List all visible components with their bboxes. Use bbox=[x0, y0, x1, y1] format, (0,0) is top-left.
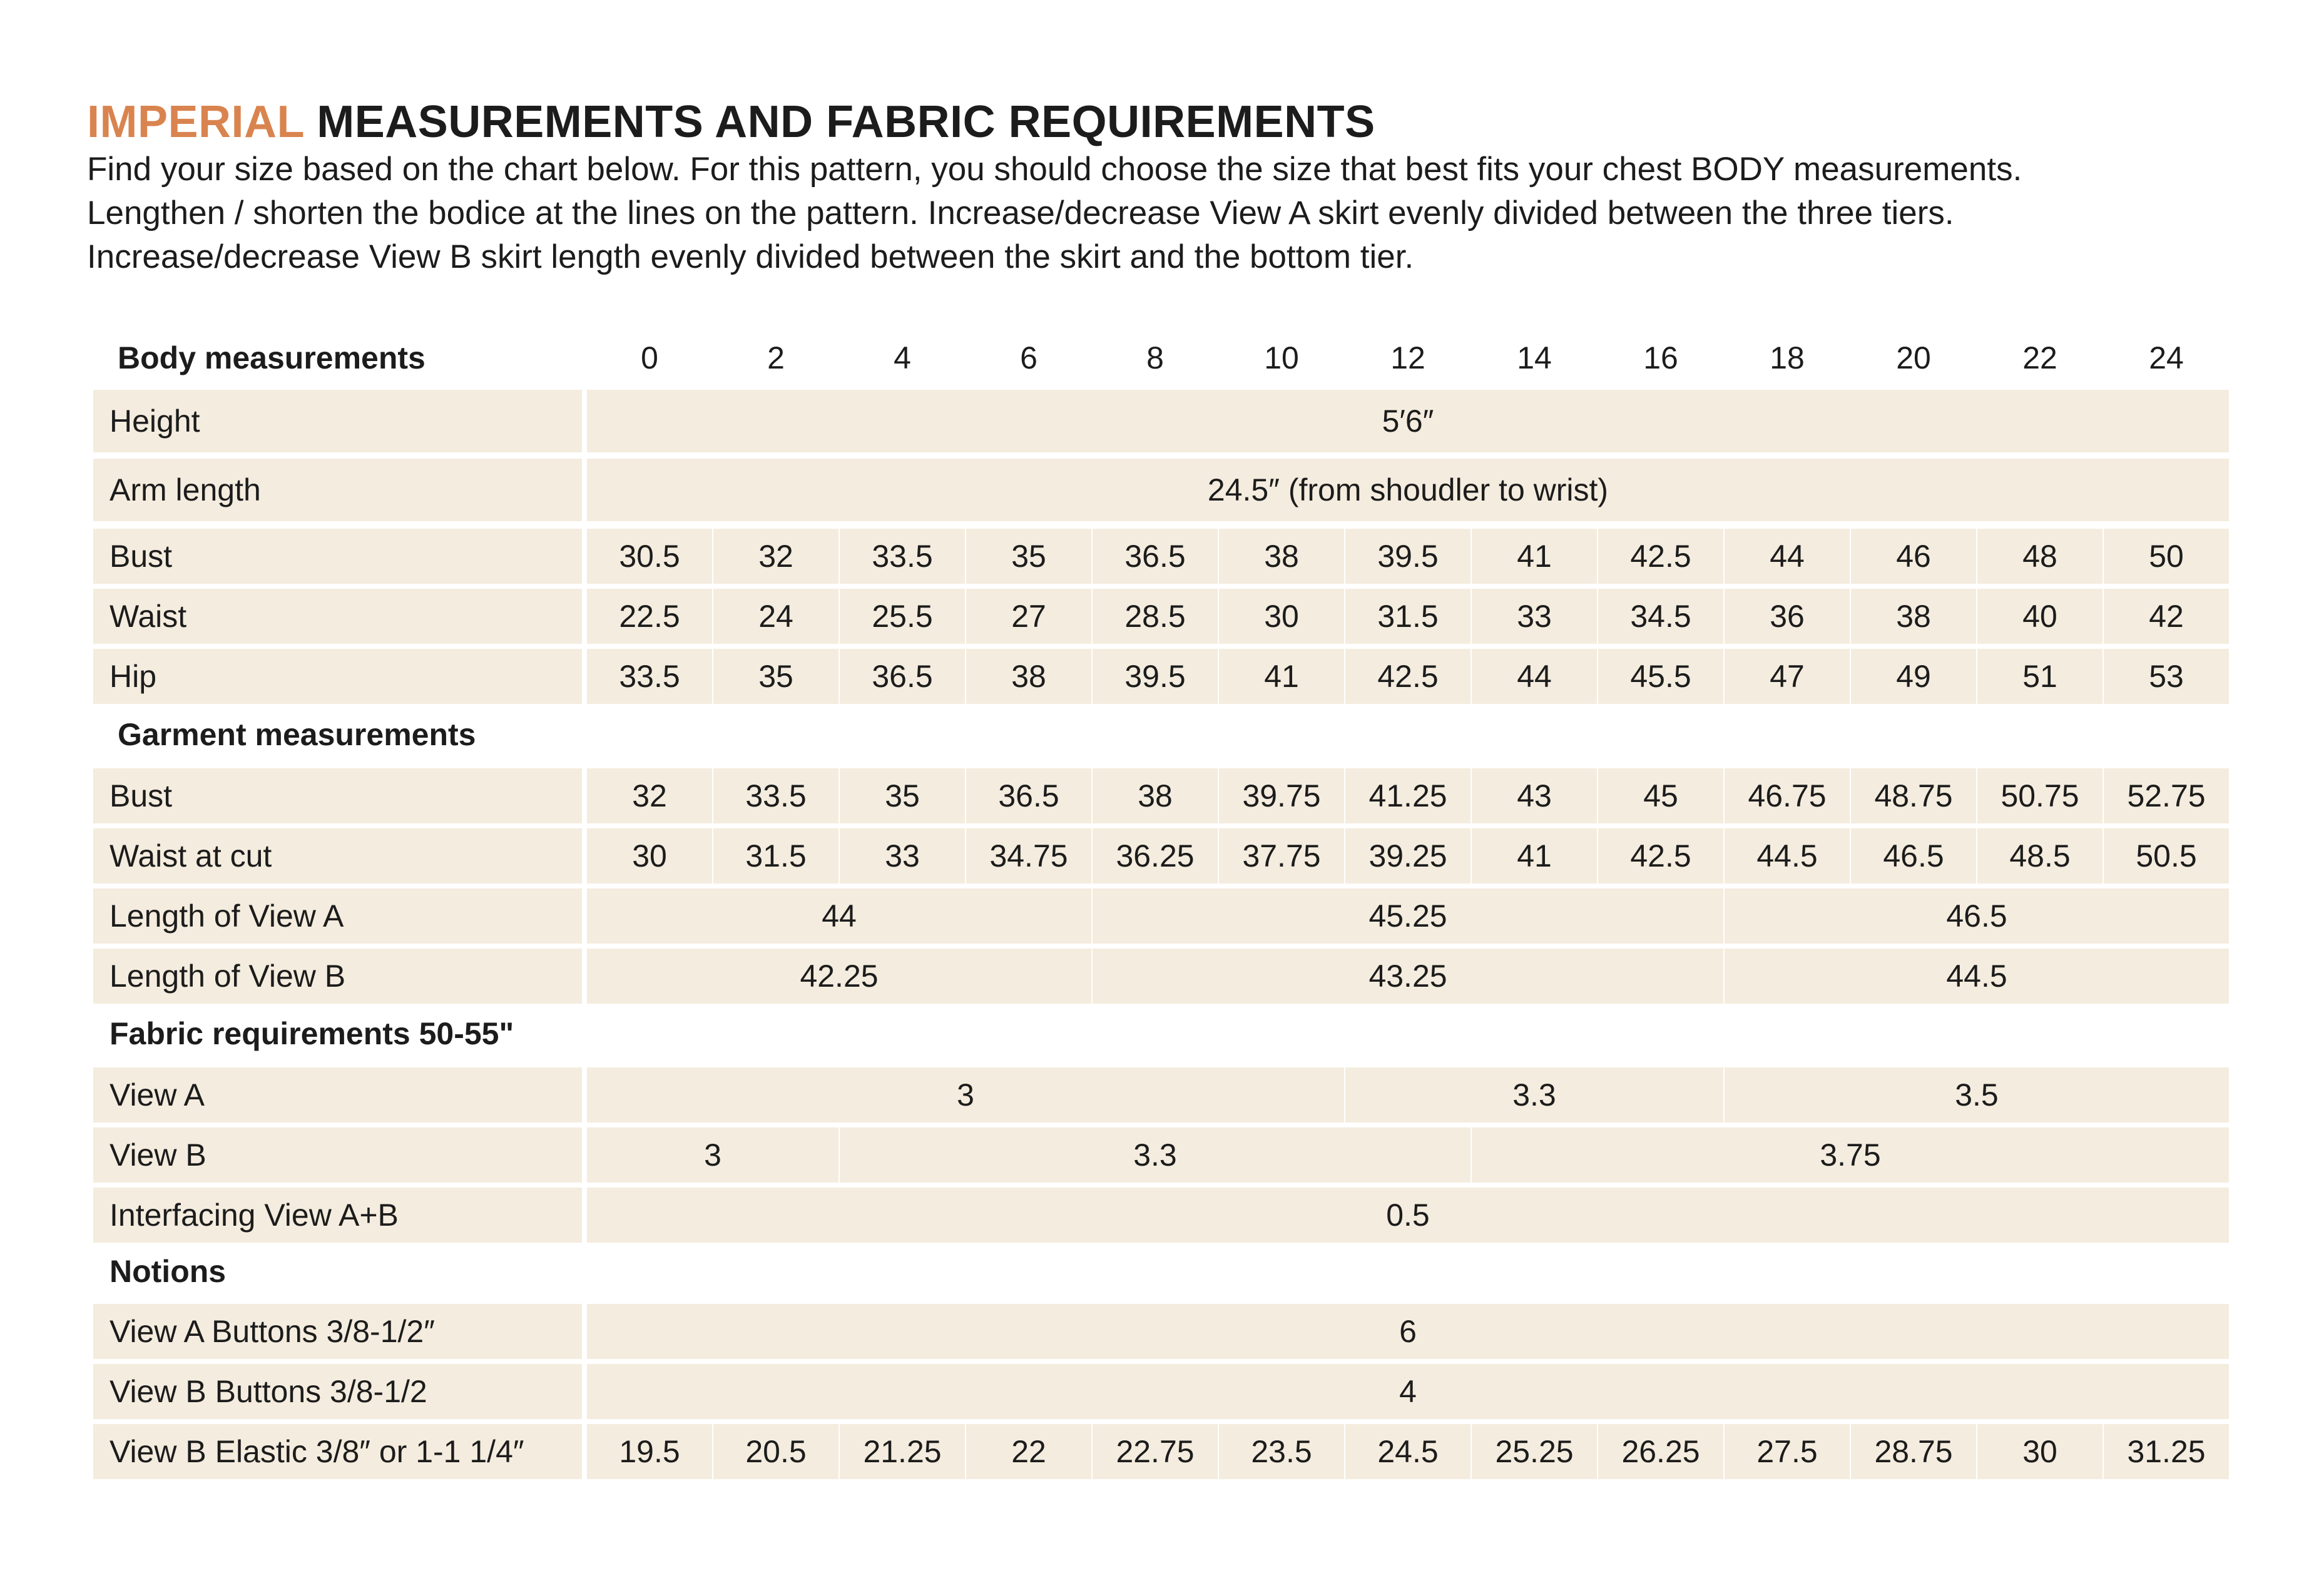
cell-value: 0.5 bbox=[1386, 1198, 1430, 1233]
size-header: 4 bbox=[894, 340, 911, 375]
size-header: 0 bbox=[641, 340, 658, 375]
cell-value: 45.25 bbox=[1368, 898, 1447, 934]
size-header: 2 bbox=[767, 340, 785, 375]
cell-value: 3 bbox=[704, 1138, 721, 1173]
cell-value: 47 bbox=[1770, 659, 1805, 694]
cell-value: 31.5 bbox=[745, 838, 807, 873]
size-header: 6 bbox=[1020, 340, 1037, 375]
cell-value: 3 bbox=[957, 1077, 974, 1112]
page-title bbox=[87, 94, 1375, 150]
cell-value: 30 bbox=[1264, 599, 1299, 634]
title-rest: MEASUREMENTS AND FABRIC REQUIREMENTS bbox=[317, 97, 1375, 147]
cell-value: 50 bbox=[2149, 539, 2184, 574]
cell-value: 33.5 bbox=[872, 539, 933, 574]
cell-value: 25.25 bbox=[1495, 1434, 1574, 1469]
cell-value: 38 bbox=[1264, 539, 1299, 574]
cell-value: 34.5 bbox=[1630, 599, 1691, 634]
cell-value: 30.5 bbox=[619, 539, 680, 574]
cell-value: 37.75 bbox=[1242, 838, 1321, 873]
cell-value: 22.75 bbox=[1116, 1434, 1195, 1469]
section-title: Garment measurements bbox=[118, 717, 476, 752]
cell-value: 25.5 bbox=[872, 599, 933, 634]
row-label: Interfacing View A+B bbox=[110, 1198, 399, 1233]
intro-text bbox=[87, 148, 2252, 279]
cell-value: 48.5 bbox=[2009, 838, 2071, 873]
cell-value: 33 bbox=[1517, 599, 1552, 634]
section-title: Body measurements bbox=[118, 340, 426, 375]
cell-value: 46.75 bbox=[1748, 778, 1827, 813]
cell-value: 43 bbox=[1517, 778, 1552, 813]
cell-value: 24.5″ (from shoudler to wrist) bbox=[1207, 472, 1609, 507]
cell-value: 32 bbox=[632, 778, 667, 813]
cell-value: 35 bbox=[758, 659, 793, 694]
cell-value: 50.75 bbox=[2000, 778, 2079, 813]
cell-value: 26.25 bbox=[1621, 1434, 1700, 1469]
size-header: 14 bbox=[1517, 340, 1552, 375]
cell-value: 22.5 bbox=[619, 599, 680, 634]
cell-value: 41 bbox=[1264, 659, 1299, 694]
cell-value: 49 bbox=[1896, 659, 1931, 694]
cell-value: 31.5 bbox=[1377, 599, 1439, 634]
cell-value: 27 bbox=[1011, 599, 1046, 634]
row-label: View B Elastic 3/8″ or 1-1 1/4″ bbox=[110, 1434, 524, 1469]
cell-value: 3.3 bbox=[1133, 1138, 1177, 1173]
cell-value: 3.75 bbox=[1820, 1138, 1881, 1173]
row-label: Bust bbox=[110, 778, 173, 813]
size-header: 18 bbox=[1770, 340, 1805, 375]
cell-value: 24.5 bbox=[1377, 1434, 1439, 1469]
cell-value: 46.5 bbox=[1946, 898, 2007, 934]
cell-value: 42.5 bbox=[1377, 659, 1439, 694]
size-header: 16 bbox=[1643, 340, 1678, 375]
cell-value: 39.25 bbox=[1368, 838, 1447, 873]
cell-value: 39.5 bbox=[1124, 659, 1186, 694]
cell-value: 4 bbox=[1399, 1374, 1417, 1409]
cell-value: 24 bbox=[758, 599, 793, 634]
size-header: 20 bbox=[1896, 340, 1931, 375]
cell-value: 28.5 bbox=[1124, 599, 1186, 634]
cell-value: 23.5 bbox=[1251, 1434, 1312, 1469]
row-label: Bust bbox=[110, 539, 173, 574]
row-label: Waist at cut bbox=[110, 838, 272, 873]
cell-value: 44.5 bbox=[1946, 959, 2007, 994]
cell-value: 42.5 bbox=[1630, 838, 1691, 873]
row-label: Waist bbox=[110, 599, 187, 634]
size-header: 8 bbox=[1146, 340, 1164, 375]
cell-value: 39.75 bbox=[1242, 778, 1321, 813]
cell-value: 36.25 bbox=[1116, 838, 1195, 873]
cell-value: 42 bbox=[2149, 599, 2184, 634]
cell-value: 27.5 bbox=[1756, 1434, 1818, 1469]
cell-value: 36.5 bbox=[998, 778, 1059, 813]
cell-value: 35 bbox=[1011, 539, 1046, 574]
cell-value: 30 bbox=[632, 838, 667, 873]
cell-value: 45 bbox=[1643, 778, 1678, 813]
cell-value: 52.75 bbox=[2127, 778, 2206, 813]
cell-value: 46.5 bbox=[1883, 838, 1944, 873]
row-label: Length of View B bbox=[110, 959, 346, 994]
intro-line: Increase/decrease View B skirt length evenly divided between the skirt and the bottom tier. bbox=[87, 238, 1414, 275]
cell-value: 38 bbox=[1896, 599, 1931, 634]
size-header: 10 bbox=[1264, 340, 1299, 375]
cell-value: 53 bbox=[2149, 659, 2184, 694]
cell-value: 5′6″ bbox=[1382, 404, 1434, 439]
size-header: 22 bbox=[2022, 340, 2057, 375]
intro-line: Find your size based on the chart below. For this pattern, you should choose the size that best fits your chest BODY measurements. bbox=[87, 151, 2022, 188]
cell-value: 28.75 bbox=[1874, 1434, 1953, 1469]
cell-value: 44 bbox=[822, 898, 857, 934]
cell-value: 48 bbox=[2022, 539, 2057, 574]
cell-value: 30 bbox=[2022, 1434, 2057, 1469]
cell-value: 36 bbox=[1770, 599, 1805, 634]
cell-value: 21.25 bbox=[863, 1434, 942, 1469]
cell-value: 33 bbox=[885, 838, 920, 873]
row-label: Length of View A bbox=[110, 898, 344, 934]
cell-value: 6 bbox=[1399, 1314, 1417, 1349]
row-label: View B Buttons 3/8-1/2 bbox=[110, 1374, 427, 1409]
cell-value: 45.5 bbox=[1630, 659, 1691, 694]
row-label: View A bbox=[110, 1077, 205, 1112]
cell-value: 48.75 bbox=[1874, 778, 1953, 813]
cell-value: 33.5 bbox=[745, 778, 807, 813]
row-label: View B bbox=[110, 1138, 206, 1173]
row-label: View A Buttons 3/8-1/2″ bbox=[110, 1314, 435, 1349]
section-title: Fabric requirements 50-55" bbox=[110, 1016, 514, 1051]
row-label: Hip bbox=[110, 659, 157, 694]
cell-value: 40 bbox=[2022, 599, 2057, 634]
intro-line: Lengthen / shorten the bodice at the lines on the pattern. Increase/decrease View A skirt evenly divided between the three tiers. bbox=[87, 195, 1954, 232]
label-cell bbox=[93, 649, 582, 704]
cell-value: 50.5 bbox=[2136, 838, 2197, 873]
cell-value: 3.3 bbox=[1512, 1077, 1556, 1112]
cell-value: 19.5 bbox=[619, 1434, 680, 1469]
cell-value: 38 bbox=[1138, 778, 1173, 813]
section-title: Notions bbox=[110, 1254, 227, 1289]
cell-value: 51 bbox=[2022, 659, 2057, 694]
cell-value: 44 bbox=[1517, 659, 1552, 694]
row-label: Height bbox=[110, 404, 200, 439]
cell-value: 20.5 bbox=[745, 1434, 807, 1469]
cell-value: 41 bbox=[1517, 838, 1552, 873]
cell-value: 31.25 bbox=[2127, 1434, 2206, 1469]
cell-value: 38 bbox=[1011, 659, 1046, 694]
cell-value: 39.5 bbox=[1377, 539, 1439, 574]
title-accent: IMPERIAL bbox=[87, 97, 304, 147]
cell-value: 32 bbox=[758, 539, 793, 574]
cell-value: 36.5 bbox=[872, 659, 933, 694]
size-header: 24 bbox=[2149, 340, 2184, 375]
cell-value: 43.25 bbox=[1368, 959, 1447, 994]
row-label: Arm length bbox=[110, 472, 261, 507]
cell-value: 41.25 bbox=[1368, 778, 1447, 813]
cell-value: 22 bbox=[1011, 1434, 1046, 1469]
cell-value: 41 bbox=[1517, 539, 1552, 574]
cell-value: 35 bbox=[885, 778, 920, 813]
size-header: 12 bbox=[1390, 340, 1425, 375]
cell-value: 33.5 bbox=[619, 659, 680, 694]
cell-value: 46 bbox=[1896, 539, 1931, 574]
cell-value: 44 bbox=[1770, 539, 1805, 574]
cell-value: 44.5 bbox=[1756, 838, 1818, 873]
cell-value: 34.75 bbox=[989, 838, 1068, 873]
cell-value: 3.5 bbox=[1955, 1077, 1999, 1112]
cell-value: 36.5 bbox=[1124, 539, 1186, 574]
cell-value: 42.25 bbox=[800, 959, 879, 994]
cell-value: 42.5 bbox=[1630, 539, 1691, 574]
